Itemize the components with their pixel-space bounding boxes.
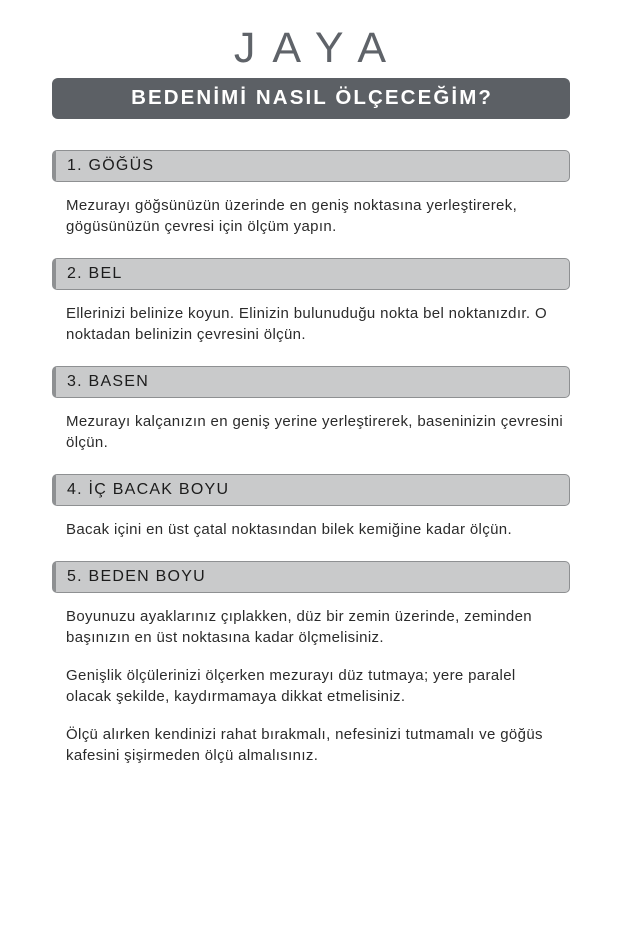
section-body (52, 398, 570, 453)
section-paragraph: Mezurayı kalçanızın en geniş yerine yerleştirerek, baseninizin çevresini ölçün. (66, 413, 564, 451)
section-header-4 (52, 474, 570, 506)
section-paragraph: Genişlik ölçülerinizi ölçerken mezurayı düz tutmaya; yere paralel olacak şekilde, kaydırmamaya dikkat etmelisiniz. (66, 667, 516, 705)
measurement-section (52, 561, 570, 766)
section-paragraph: Ölçü alırken kendinizi rahat bırakmalı, nefesinizi tutmamalı ve göğüs kafesini şişirmeden ölçü almalısınız. (66, 726, 543, 764)
measurement-section (52, 366, 570, 453)
section-body (52, 506, 570, 540)
section-header-3 (52, 366, 570, 398)
section-title: 2. BEL (67, 265, 123, 282)
section-body (52, 182, 570, 237)
section-title: 3. BASEN (67, 373, 150, 390)
brand-name: JAYA (233, 24, 404, 72)
section-paragraph: Boyunuzu ayaklarınız çıplakken, düz bir zemin üzerinde, zeminden başınızın en üst noktasına kadar ölçmelisiniz. (66, 608, 532, 646)
page-title-banner (52, 78, 570, 119)
section-paragraph: Bacak içini en üst çatal noktasından bilek kemiğine kadar ölçün. (66, 521, 512, 538)
section-body (52, 290, 570, 345)
measurement-section (52, 150, 570, 237)
section-paragraph: Ellerinizi belinize koyun. Elinizin bulunuduğu nokta bel noktanızdır. O noktadan belinizin çevresini ölçün. (66, 305, 547, 343)
page-title: BEDENİMİ NASIL ÖLÇECEĞİM? (131, 86, 493, 110)
section-title: 1. GÖĞÜS (67, 157, 155, 174)
section-title: 5. BEDEN BOYU (67, 568, 206, 585)
section-title: 4. İÇ BACAK BOYU (67, 481, 230, 498)
section-header-1 (52, 150, 570, 182)
measurement-sections (0, 150, 620, 766)
section-paragraph: Mezurayı göğsünüzün üzerinde en geniş noktasına yerleştirerek, gögüsünüzün çevresi için ölçüm yapın. (66, 197, 518, 235)
section-header-5 (52, 561, 570, 593)
section-header-2 (52, 258, 570, 290)
measurement-section (52, 474, 570, 540)
brand-logo (0, 0, 620, 72)
section-body (52, 593, 570, 766)
measurement-section (52, 258, 570, 345)
